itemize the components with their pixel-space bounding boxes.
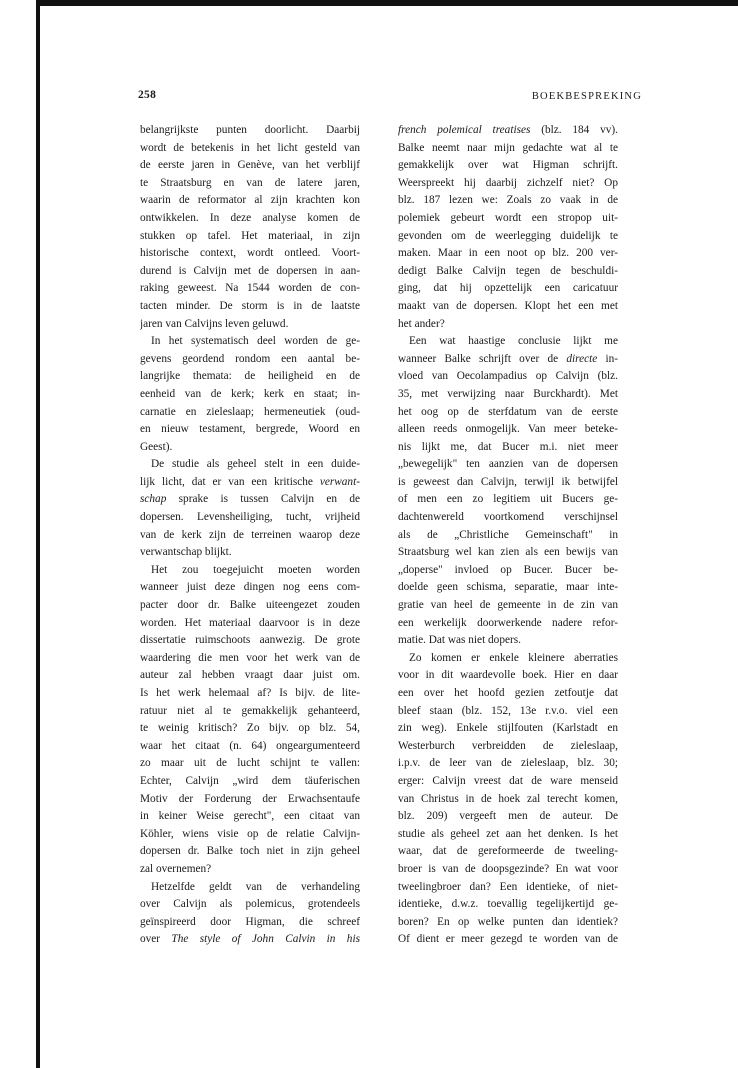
text-segment: sprake is tussen Calvijn en de (166, 493, 360, 506)
text-line: ratuur niet al te gemakkelijk gehanteerd, (140, 704, 360, 717)
text-segment: (blz. 184 vv). (530, 124, 618, 136)
text-line: carnatie en zieleslaap; hermeneutiek (oud- (140, 405, 360, 418)
italic-title: french polemical treatises (398, 124, 531, 136)
text-line: historische context, wordt ontleed. Voort- (140, 247, 360, 260)
text-line: als de „Christliche Gemeinschaft" in (398, 528, 618, 541)
scan-edge-left (36, 0, 40, 1068)
text-line: 35, met verwijzing naar Burckhardt). Met (398, 387, 618, 400)
text-line: geïnspireerd door Higman, die schreef (140, 915, 360, 928)
page-number: 258 (138, 89, 157, 101)
text-line: gemakkelijk over wat Higman schrijft. (398, 159, 618, 172)
text-line: nis lijkt me, dat Bucer m.i. niet meer (398, 440, 618, 453)
text-line: Zo komen er enkele kleinere aberraties (409, 651, 618, 664)
text-line: Is het werk helemaal af? Is bijv. de lite- (140, 687, 360, 699)
text-line: blz. 187 lezen we: Zoals zo vaak in de (398, 194, 618, 207)
text-line: Een wat haastige conclusie lijkt me (409, 335, 618, 348)
text-line: identieke, d.w.z. toevallig tegelijkertijd ge- (398, 898, 618, 911)
text-line: van Christus in de hoek zal terecht komen, (398, 792, 618, 805)
text-line: het oog op de sterfdatum van de eerste (398, 405, 618, 418)
text-segment: wanneer Balke schrijft over de (398, 352, 567, 365)
text-line: Westerburch verbreidden de zieleslaap, (398, 739, 618, 752)
text-segment: lijk licht, dat er van een kritische (140, 475, 320, 488)
text-line: langrijke themata: de heiligheid en de (140, 370, 360, 383)
text-line (398, 122, 618, 140)
text-line: te Straatsburg en van de latere jaren, (140, 176, 360, 189)
text-line: Köhler, wiens visie op de relatie Calvijn- (140, 827, 360, 840)
text-line: Hetzelfde geldt van de verhandeling (151, 880, 360, 893)
scan-edge-top (36, 0, 738, 6)
text-line: Of dient er meer gezegd te worden van de (398, 933, 618, 946)
text-line: i.p.v. de leer van de zieleslaap, blz. 30; (398, 757, 618, 770)
text-line: het ander? (398, 317, 445, 330)
text-line: ontwikkelen. In deze analyse komen de (140, 211, 360, 224)
text-line: wordt de betekenis in het licht gesteld van (140, 141, 360, 154)
text-line: tacten minder. De storm is in de laatste (140, 299, 360, 312)
text-line: waarin de reformator al zijn krachten kon (140, 194, 360, 207)
text-line: is geweest dan Calvijn, terwijl ik betwijfel (398, 475, 618, 488)
text-line: gevens geordend rondom een aantal be- (140, 352, 360, 365)
text-line: de eerste jaren in Genève, van het verblijf (140, 159, 360, 172)
text-line: in keiner Weise gerecht", een citaat van (140, 810, 360, 823)
text-line: maken. Maar in een noot op blz. 200 ver- (398, 247, 618, 260)
italic-title: verwant- (319, 475, 360, 488)
text-line (140, 474, 360, 492)
text-line: te weinig kritisch? Zo bijv. op blz. 54, (140, 722, 360, 735)
text-line: dopersen. Levensheiliging, tucht, vrijheid (140, 511, 360, 524)
text-line: erger: Calvijn vreest dat de ware menseid (398, 774, 618, 787)
text-line: In het systematisch deel worden de ge- (151, 335, 360, 348)
running-head: BOEKBESPREKING (531, 91, 642, 102)
text-line: broer is van de doopsgezinde? En wat voor (398, 862, 618, 875)
text-line: De studie als geheel stelt in een duide- (151, 458, 360, 471)
text-line: waar, dat de gereformeerde de tweeling- (398, 845, 618, 858)
text-line: waar het citaat (n. 64) ongeargumenteerd (140, 739, 360, 752)
text-line: Motiv der Forderung der Erwachsentaufe (140, 792, 360, 805)
text-line: alleen reeds onmogelijk. Van meer beteke- (398, 423, 618, 436)
text-line: van de kerk zijn de terreinen waarop deze (140, 528, 360, 541)
left-column (140, 122, 360, 949)
text-line: durend is Calvijn met de dopersen in aan- (140, 264, 360, 277)
text-line: dopersen dr. Balke toch niet in zijn geheel (140, 845, 360, 858)
text-line: Echter, Calvijn „wird dem täuferischen (140, 774, 360, 787)
text-line: vloed van Oecolampadius op Calvijn (blz. (398, 370, 618, 383)
text-line: raking geweest. Na 1544 worden de con- (140, 282, 360, 295)
text-line: bleef staan (blz. 152, 13e r.v.o. viel een (398, 704, 618, 717)
text-line: auteur zal hebben vraagt daar juist om. (140, 669, 360, 682)
text-line: maakt van de dopersen. Klopt het een met (398, 299, 618, 312)
text-line: dissertatie ruimschoots aanwezig. De grote (140, 634, 360, 647)
text-line: en nieuw testament, bergrede, Woord en (140, 423, 360, 436)
text-line: doelde geen schisma, separatie, maar inte- (398, 581, 618, 594)
text-line: gratie van heel de gemeente in de zin van (398, 599, 618, 612)
text-line: zin weg). Enkele stijlfouten (Karlstadt en (398, 722, 618, 735)
text-line: „bewegelijk" ten aanzien van de dopersen (398, 458, 618, 471)
text-line: pacter door dr. Balke uiteengezet zouden (140, 599, 360, 612)
text-line: een werkelijk doorwerkende nadere refor- (398, 616, 618, 629)
text-line: of men een zo legitiem uit Bucers ge- (398, 493, 618, 506)
italic-title: directe (566, 352, 598, 365)
text-line: jaren van Calvijns leven geluwd. (140, 317, 289, 330)
text-line: polemiek gebeurt wordt een stropop uit- (398, 211, 618, 224)
text-line: verwantschap blijkt. (140, 546, 232, 559)
text-line (398, 351, 618, 369)
italic-title: schap (140, 493, 167, 506)
text-segment: in- (597, 352, 618, 365)
text-line: Weerspreekt hij daarbij zichzelf niet? Op (398, 176, 618, 189)
text-line: zo maar uit de lucht schijnt te vallen: (140, 757, 360, 770)
text-line: Geest). (140, 440, 173, 453)
text-line: over Calvijn als polemicus, grotendeels (140, 898, 360, 911)
text-line: gevonden om de weerlegging duidelijk te (398, 229, 618, 242)
text-line: eenheid van de kerk; kerk en staat; in- (140, 387, 360, 400)
text-line: Het zou toegejuicht moeten worden (151, 563, 360, 576)
text-line: zal overnemen? (140, 862, 212, 875)
text-segment: over (140, 933, 172, 946)
italic-title: The style of John Calvin in his (171, 933, 360, 946)
text-line: stukken op tafel. Het materiaal, in zijn (140, 229, 360, 242)
text-line (140, 491, 360, 509)
text-line: een over het hoofd gezien zetfoutje dat (398, 687, 618, 699)
right-column (398, 122, 618, 949)
text-line: voor in dit waardevolle boek. Hier en daar (398, 669, 618, 682)
text-line: wanneer juist deze dingen nog eens com- (140, 581, 360, 594)
text-line: blz. 209) vergeeft men de auteur. De (398, 810, 618, 823)
text-line (140, 931, 360, 949)
text-line: Straatsburg wel kan zien als een bewijs van (398, 546, 618, 559)
text-line: dachtenwereld voortkomend verschijnsel (398, 511, 618, 524)
text-line: worden. Het materiaal daarvoor is in deze (140, 616, 360, 629)
text-line: belangrijkste punten doorlicht. Daarbij (140, 124, 360, 136)
text-line: studie als geheel zet aan het denken. Is het (398, 827, 618, 840)
text-line: Balke neemt naar mijn gedachte wat al te (398, 141, 618, 154)
text-line: boren? En op welke punten dan identiek? (398, 915, 618, 928)
text-line: „doperse" invloed op Bucer. Bucer be- (398, 563, 618, 576)
text-line: ging, dat hij opzettelijk een caricatuur (398, 282, 618, 295)
text-line: dedigt Balke Calvijn tegen de beschuldi- (398, 264, 618, 277)
text-line: matie. Dat was niet dopers. (398, 634, 521, 647)
text-line: tweelingbroer dan? Een identieke, of niet- (398, 880, 618, 893)
text-line: waardering die men voor het werk van de (140, 651, 360, 664)
